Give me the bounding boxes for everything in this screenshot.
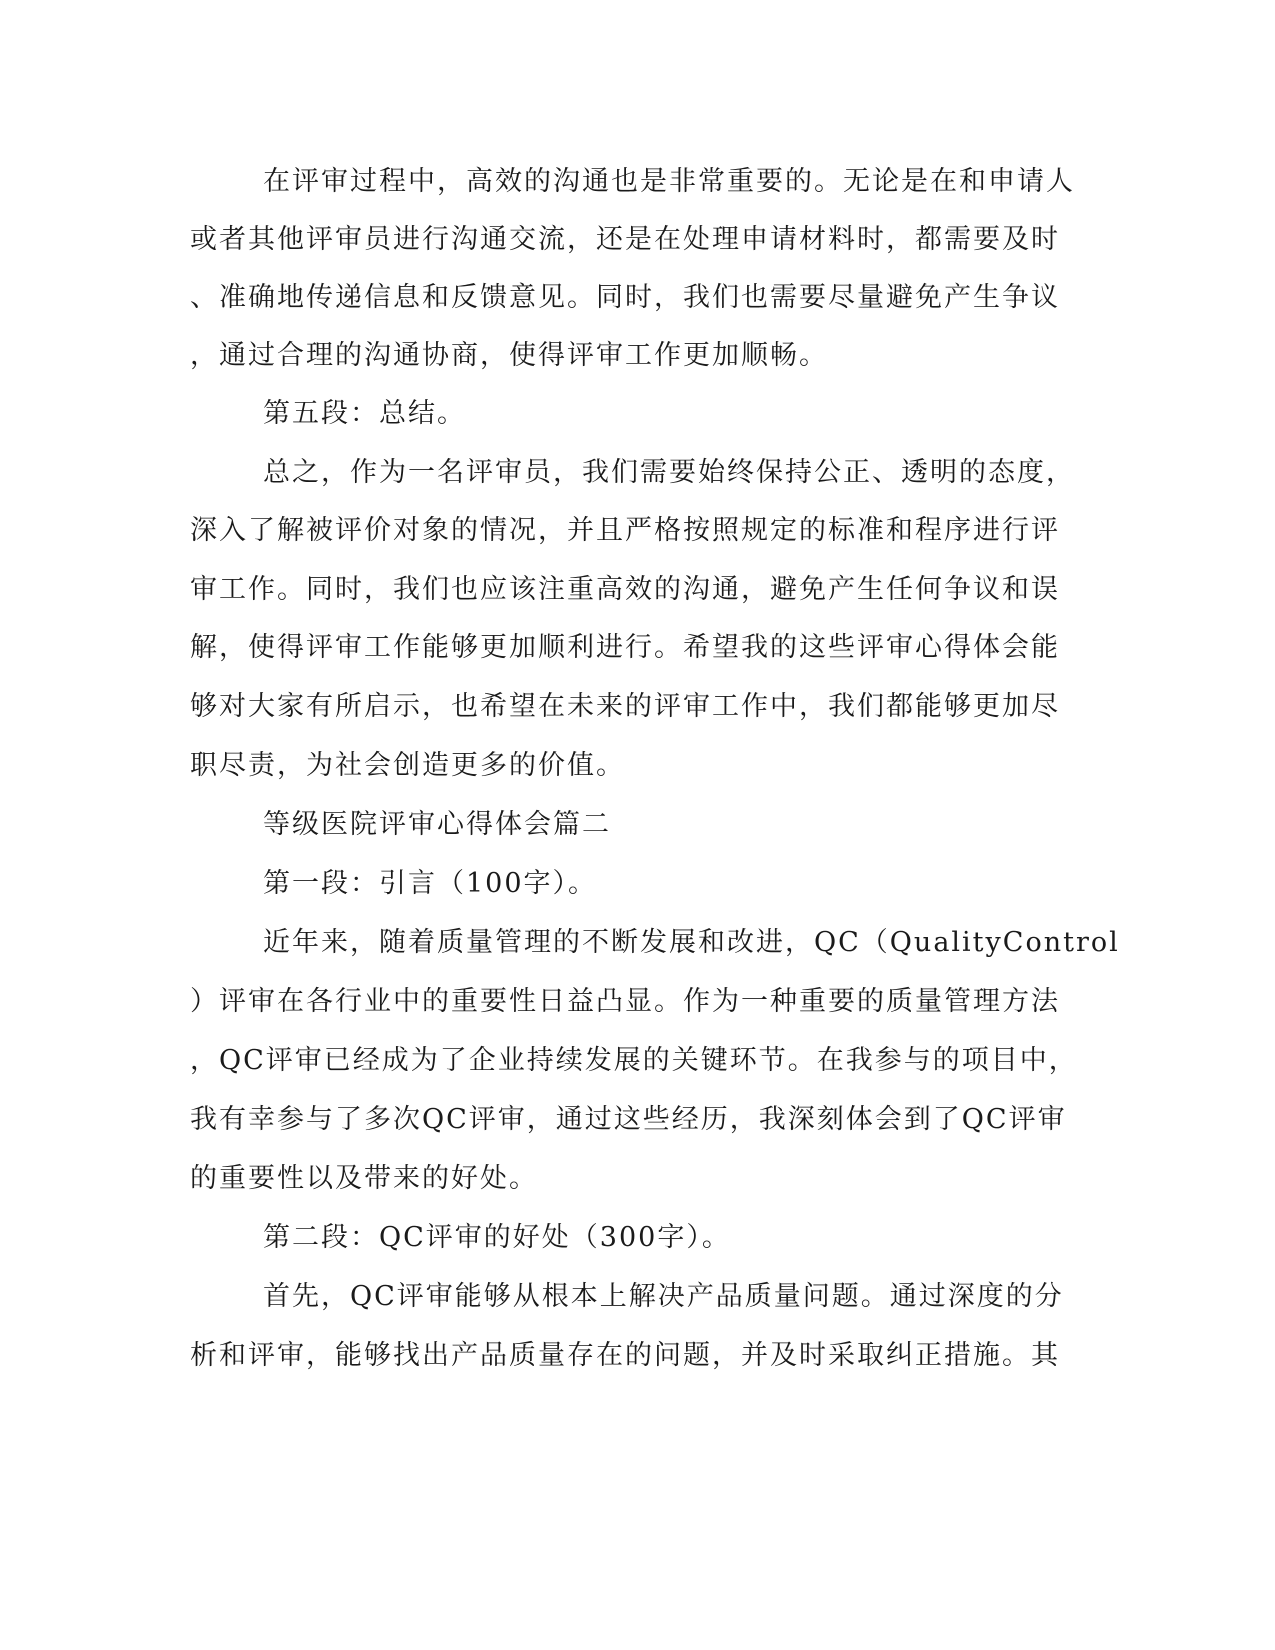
body-text-line: 在评审过程中，高效的沟通也是非常重要的。无论是在和申请人 xyxy=(263,166,1075,197)
body-text-line: 审工作。同时，我们也应该注重高效的沟通，避免产生任何争议和误 xyxy=(190,574,1060,605)
section-heading: 第二段：QC评审的好处（300字）。 xyxy=(263,1222,731,1253)
body-text-line: ，QC评审已经成为了企业持续发展的关键环节。在我参与的项目中， xyxy=(190,1045,1078,1076)
body-text-line: ，通过合理的沟通协商，使得评审工作更加顺畅。 xyxy=(190,340,828,371)
body-text-line: 职尽责，为社会创造更多的价值。 xyxy=(190,750,625,781)
body-text-line: 析和评审，能够找出产品质量存在的问题，并及时采取纠正措施。其 xyxy=(190,1340,1060,1371)
article-title: 等级医院评审心得体会篇二 xyxy=(263,809,611,840)
body-text-line: ）评审在各行业中的重要性日益凸显。作为一种重要的质量管理方法 xyxy=(190,986,1060,1017)
section-heading: 第五段：总结。 xyxy=(263,398,466,429)
section-heading: 第一段：引言（100字）。 xyxy=(263,868,598,899)
body-text-line: 、准确地传递信息和反馈意见。同时，我们也需要尽量避免产生争议 xyxy=(190,282,1060,313)
body-text-line: 深入了解被评价对象的情况，并且严格按照规定的标准和程序进行评 xyxy=(190,515,1060,546)
body-text-line: 的重要性以及带来的好处。 xyxy=(190,1163,538,1194)
body-text-line: 首先，QC评审能够从根本上解决产品质量问题。通过深度的分 xyxy=(263,1281,1064,1312)
body-text-line: 够对大家有所启示，也希望在未来的评审工作中，我们都能够更加尽 xyxy=(190,691,1060,722)
body-text-line: 我有幸参与了多次QC评审，通过这些经历，我深刻体会到了QC评审 xyxy=(190,1104,1067,1135)
body-text-line: 解，使得评审工作能够更加顺利进行。希望我的这些评审心得体会能 xyxy=(190,632,1060,663)
body-text-line: 或者其他评审员进行沟通交流，还是在处理申请材料时，都需要及时 xyxy=(190,224,1060,255)
body-text-line: 近年来，随着质量管理的不断发展和改进，QC（QualityControl xyxy=(263,927,1120,958)
body-text-line: 总之，作为一名评审员，我们需要始终保持公正、透明的态度， xyxy=(263,457,1075,488)
